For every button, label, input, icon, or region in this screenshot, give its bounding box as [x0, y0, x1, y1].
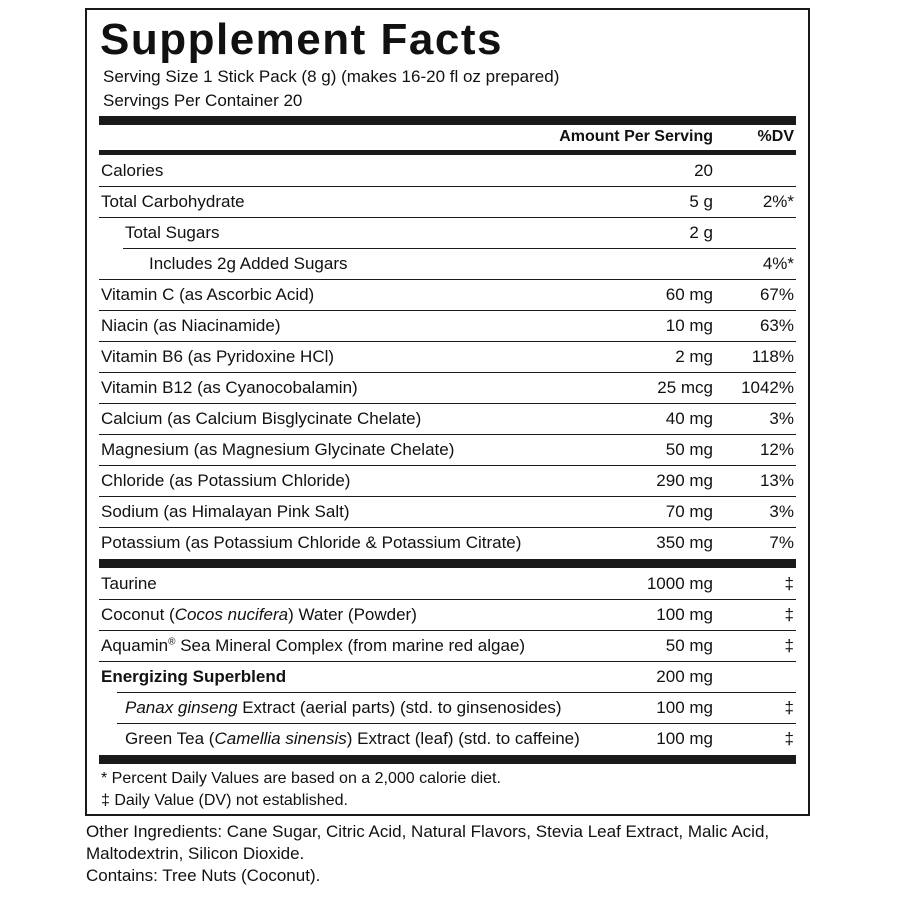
nutrient-dv: 4%*: [762, 254, 794, 273]
nutrient-amount: 50 mg: [665, 440, 713, 459]
ingredient-amount: 1000 mg: [646, 574, 713, 593]
ingredient-amount: 100 mg: [656, 698, 713, 717]
table-row: [99, 661, 796, 692]
footnote-dv-not-established: ‡ Daily Value (DV) not established.: [101, 792, 348, 809]
nutrient-name: Vitamin B6 (as Pyridoxine HCl): [101, 347, 335, 366]
nutrient-name: Vitamin B12 (as Cyanocobalamin): [101, 378, 358, 397]
nutrient-dv: 3%: [769, 502, 794, 521]
nutrient-amount: 25 mcg: [657, 378, 713, 397]
nutrient-dv: 63%: [759, 316, 794, 335]
table-row: [99, 372, 796, 404]
ingredient-dv: ‡: [784, 605, 794, 624]
nutrient-dv: 12%: [759, 440, 794, 459]
ingredient-amount: 100 mg: [656, 605, 713, 624]
ingredient-name: Aquamin® Sea Mineral Complex (from marine red algae): [101, 636, 526, 655]
thick-divider: [99, 755, 796, 764]
table-row: [99, 723, 796, 754]
table-row: [99, 599, 796, 631]
table-row: [99, 217, 796, 248]
nutrient-dv: 3%: [769, 409, 794, 428]
thick-divider: [99, 559, 796, 568]
table-row: [99, 630, 796, 662]
nutrient-dv: 118%: [751, 347, 794, 366]
nutrient-name: Potassium (as Potassium Chloride & Potassium Citrate): [101, 533, 522, 552]
serving-size: Serving Size 1 Stick Pack (8 g) (makes 16-20 fl oz prepared): [103, 67, 560, 86]
servings-per-container: Servings Per Container 20: [103, 91, 303, 110]
table-row: [99, 527, 796, 558]
registered-mark: ®: [168, 636, 176, 648]
ingredient-dv: ‡: [784, 574, 794, 593]
ingredient-name: Taurine: [101, 574, 157, 593]
table-row: [99, 496, 796, 528]
nutrient-amount: 40 mg: [665, 409, 713, 428]
header-dv: %DV: [757, 128, 794, 145]
blend-name: Energizing Superblend: [101, 667, 287, 686]
nutrient-amount: 5 g: [689, 192, 713, 211]
table-row: [99, 186, 796, 218]
table-row: [99, 310, 796, 342]
allergen-contains: Contains: Tree Nuts (Coconut).: [86, 866, 321, 885]
other-ingredients-block: [86, 821, 806, 887]
nutrient-dv: 7%: [769, 533, 794, 552]
nutrient-amount: 350 mg: [656, 533, 713, 552]
ingredient-name: Panax ginseng Extract (aerial parts) (std. to ginsenosides): [125, 698, 562, 717]
nutrient-name: Total Carbohydrate: [101, 192, 245, 211]
ingredient-dv: ‡: [784, 636, 794, 655]
nutrient-name: Sodium (as Himalayan Pink Salt): [101, 502, 350, 521]
nutrient-dv: 2%*: [762, 192, 794, 211]
column-header-row: [99, 124, 796, 150]
supplement-facts-panel: [85, 8, 810, 816]
table-row: [99, 248, 796, 280]
nutrient-amount: 2 mg: [675, 347, 713, 366]
nutrient-name: Includes 2g Added Sugars: [149, 254, 348, 273]
header-amount: Amount Per Serving: [559, 128, 713, 145]
nutrient-dv: 13%: [759, 471, 794, 490]
nutrient-amount: 10 mg: [665, 316, 713, 335]
nutrient-name: Magnesium (as Magnesium Glycinate Chelate): [101, 440, 455, 459]
nutrient-dv: 67%: [759, 285, 794, 304]
table-row: [99, 465, 796, 497]
nutrient-amount: 290 mg: [656, 471, 713, 490]
ingredient-dv: ‡: [784, 729, 794, 748]
panel-title: Supplement Facts: [100, 15, 503, 64]
nutrient-dv: 1042%: [741, 378, 794, 397]
nutrient-name: Total Sugars: [125, 223, 220, 242]
other-ingredients: Other Ingredients: Cane Sugar, Citric Acid, Natural Flavors, Stevia Leaf Extract, Malic Acid, Maltodextrin, Silicon Dioxide.: [86, 822, 770, 863]
table-row: [99, 434, 796, 466]
ingredient-amount: 50 mg: [665, 636, 713, 655]
table-row: [99, 568, 796, 600]
nutrient-name: Calories: [101, 161, 164, 180]
nutrient-amount: 60 mg: [665, 285, 713, 304]
footnote-percent-dv: * Percent Daily Values are based on a 2,000 calorie diet.: [101, 770, 501, 787]
ingredient-amount: 100 mg: [656, 729, 713, 748]
nutrient-name: Vitamin C (as Ascorbic Acid): [101, 285, 315, 304]
table-row: [99, 403, 796, 435]
nutrient-name: Chloride (as Potassium Chloride): [101, 471, 351, 490]
table-row: [99, 155, 796, 187]
table-row: [99, 692, 796, 723]
blend-amount: 200 mg: [656, 667, 713, 686]
nutrient-name: Niacin (as Niacinamide): [101, 316, 281, 335]
ingredient-name: Coconut (Cocos nucifera) Water (Powder): [101, 605, 417, 624]
ingredient-dv: ‡: [784, 698, 794, 717]
nutrient-amount: 2 g: [689, 223, 713, 242]
nutrient-name: Calcium (as Calcium Bisglycinate Chelate): [101, 409, 422, 428]
ingredient-name: Green Tea (Camellia sinensis) Extract (leaf) (std. to caffeine): [125, 729, 580, 748]
table-row: [99, 341, 796, 373]
nutrient-amount: 20: [694, 161, 713, 180]
nutrient-amount: 70 mg: [665, 502, 713, 521]
table-row: [99, 279, 796, 311]
